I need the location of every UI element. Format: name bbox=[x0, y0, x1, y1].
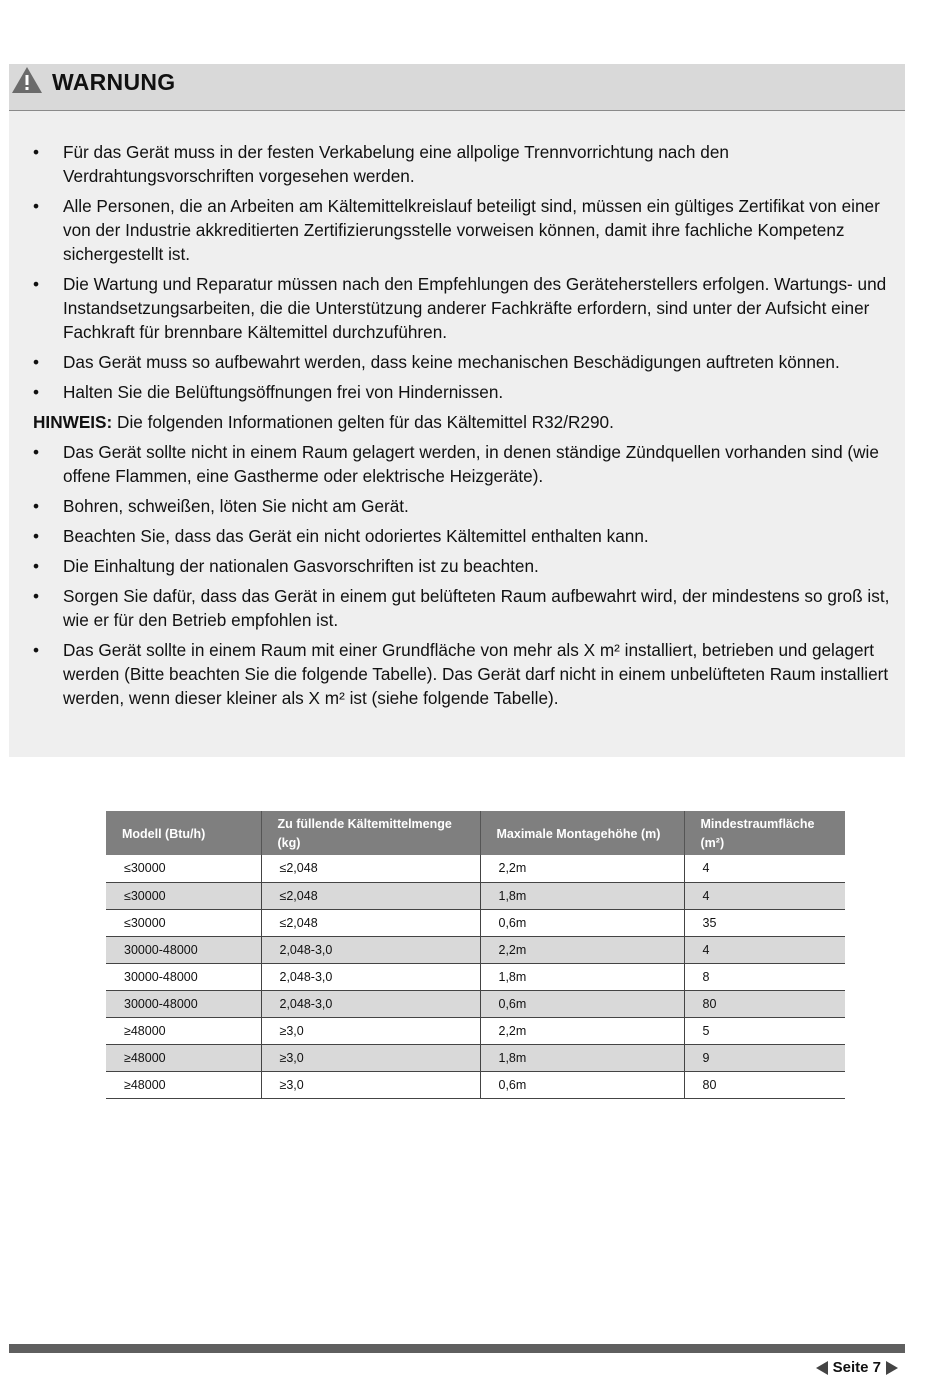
cell-charge: ≥3,0 bbox=[261, 1071, 480, 1098]
bullet-item: • Bohren, schweißen, löten Sie nicht am Gerät. bbox=[33, 496, 409, 516]
table-row bbox=[106, 1017, 845, 1044]
bullet-item: • Die Einhaltung der nationalen Gasvorschriften ist zu beachten. bbox=[33, 556, 539, 576]
hinweis-label: HINWEIS: bbox=[33, 412, 113, 432]
column-header-charge: Zu füllende Kältemittelmenge (kg) bbox=[261, 811, 480, 855]
page-number: Seite 7 bbox=[832, 1359, 881, 1376]
cell-height: 0,6m bbox=[480, 909, 684, 936]
cell-area: 4 bbox=[684, 882, 845, 909]
bullet-item: • Das Gerät muss so aufbewahrt werden, dass keine mechanischen Beschädigungen auftreten können. bbox=[33, 352, 840, 372]
cell-height: 0,6m bbox=[480, 990, 684, 1017]
cell-model: 30000-48000 bbox=[106, 963, 261, 990]
cell-area: 8 bbox=[684, 963, 845, 990]
refrigerant-table bbox=[106, 811, 845, 1099]
column-header-model: Modell (Btu/h) bbox=[106, 811, 261, 855]
bullet-item: • Für das Gerät muss in der festen Verkabelung eine allpolige Trennvorrichtung nach den Verdrahtungsvorschriften vorgesehen werden. bbox=[33, 142, 729, 186]
cell-model: ≥48000 bbox=[106, 1044, 261, 1071]
table-row bbox=[106, 909, 845, 936]
cell-area: 80 bbox=[684, 1071, 845, 1098]
bullet-item: • Das Gerät sollte nicht in einem Raum gelagert werden, in denen ständige Zündquellen vorhanden sind (wie offene Flammen, eine Gastherme oder elektrische Heizgeräte). bbox=[33, 442, 879, 486]
cell-height: 1,8m bbox=[480, 1044, 684, 1071]
table-header-row bbox=[106, 811, 845, 855]
bullet-item: • Beachten Sie, dass das Gerät ein nicht odoriertes Kältemittel enthalten kann. bbox=[33, 526, 649, 546]
column-header-height: Maximale Montagehöhe (m) bbox=[480, 811, 684, 855]
prev-page-icon[interactable] bbox=[816, 1361, 828, 1375]
warning-title: WARNUNG bbox=[52, 69, 176, 95]
next-page-icon[interactable] bbox=[886, 1361, 898, 1375]
cell-charge: ≤2,048 bbox=[261, 882, 480, 909]
bullet-item: • Alle Personen, die an Arbeiten am Kältemittelkreislauf beteiligt sind, müssen ein gültiges Zertifikat von einer von der Industrie akkreditierten Zertifizierungsstelle vorweisen können, damit ihre fachliche Kompetenz sichergestellt ist. bbox=[33, 196, 880, 264]
page-navigation bbox=[816, 1359, 898, 1376]
cell-model: ≤30000 bbox=[106, 855, 261, 882]
warning-content bbox=[33, 140, 899, 716]
cell-height: 2,2m bbox=[480, 1017, 684, 1044]
bullet-item: • Halten Sie die Belüftungsöffnungen frei von Hindernissen. bbox=[33, 382, 504, 402]
cell-height: 1,8m bbox=[480, 963, 684, 990]
cell-charge: 2,048-3,0 bbox=[261, 990, 480, 1017]
cell-charge: ≤2,048 bbox=[261, 855, 480, 882]
cell-charge: ≥3,0 bbox=[261, 1044, 480, 1071]
cell-height: 1,8m bbox=[480, 882, 684, 909]
cell-model: ≤30000 bbox=[106, 909, 261, 936]
cell-model: ≥48000 bbox=[106, 1071, 261, 1098]
cell-area: 80 bbox=[684, 990, 845, 1017]
cell-area: 4 bbox=[684, 855, 845, 882]
cell-charge: 2,048-3,0 bbox=[261, 963, 480, 990]
cell-area: 4 bbox=[684, 936, 845, 963]
hinweis-note bbox=[33, 410, 899, 434]
cell-model: 30000-48000 bbox=[106, 936, 261, 963]
cell-model: ≥48000 bbox=[106, 1017, 261, 1044]
cell-model: 30000-48000 bbox=[106, 990, 261, 1017]
table-row bbox=[106, 1044, 845, 1071]
cell-model: ≤30000 bbox=[106, 882, 261, 909]
bullet-item: • Das Gerät sollte in einem Raum mit einer Grundfläche von mehr als X m² installiert, betrieben und gelagert werden (Bitte beachten Sie die folgende Tabelle). Das Gerät darf nicht in einem unbelüfteten Raum installiert werden, wenn dieser kleiner als X m² ist (siehe folgende Tabelle). bbox=[33, 640, 889, 708]
warning-triangle-icon bbox=[11, 66, 43, 94]
cell-height: 2,2m bbox=[480, 855, 684, 882]
cell-height: 0,6m bbox=[480, 1071, 684, 1098]
footer-bar bbox=[9, 1344, 905, 1353]
hinweis-text: Die folgenden Informationen gelten für das Kältemittel R32/R290. bbox=[112, 412, 614, 432]
cell-area: 35 bbox=[684, 909, 845, 936]
bullet-item: • Die Wartung und Reparatur müssen nach den Empfehlungen des Geräteherstellers erfolgen. Wartungs- und Instandsetzungsarbeiten, die die Unterstützung anderer Fachkräfte erfordern, sind unter der Aufsicht einer Fachkraft für brennbare Kältemittel durchzuführen. bbox=[33, 274, 887, 342]
cell-charge: 2,048-3,0 bbox=[261, 936, 480, 963]
cell-charge: ≥3,0 bbox=[261, 1017, 480, 1044]
table-row bbox=[106, 936, 845, 963]
table-row bbox=[106, 882, 845, 909]
table-row bbox=[106, 1071, 845, 1098]
warning-header bbox=[9, 64, 905, 111]
column-header-area: Mindestraumfläche (m²) bbox=[684, 811, 845, 855]
table-row bbox=[106, 963, 845, 990]
cell-area: 5 bbox=[684, 1017, 845, 1044]
table-row bbox=[106, 855, 845, 882]
cell-area: 9 bbox=[684, 1044, 845, 1071]
cell-charge: ≤2,048 bbox=[261, 909, 480, 936]
bullet-item: • Sorgen Sie dafür, dass das Gerät in einem gut belüfteten Raum aufbewahrt wird, der mindestens so groß ist, wie er für den Betrieb empfohlen ist. bbox=[33, 586, 890, 630]
cell-height: 2,2m bbox=[480, 936, 684, 963]
table-row bbox=[106, 990, 845, 1017]
